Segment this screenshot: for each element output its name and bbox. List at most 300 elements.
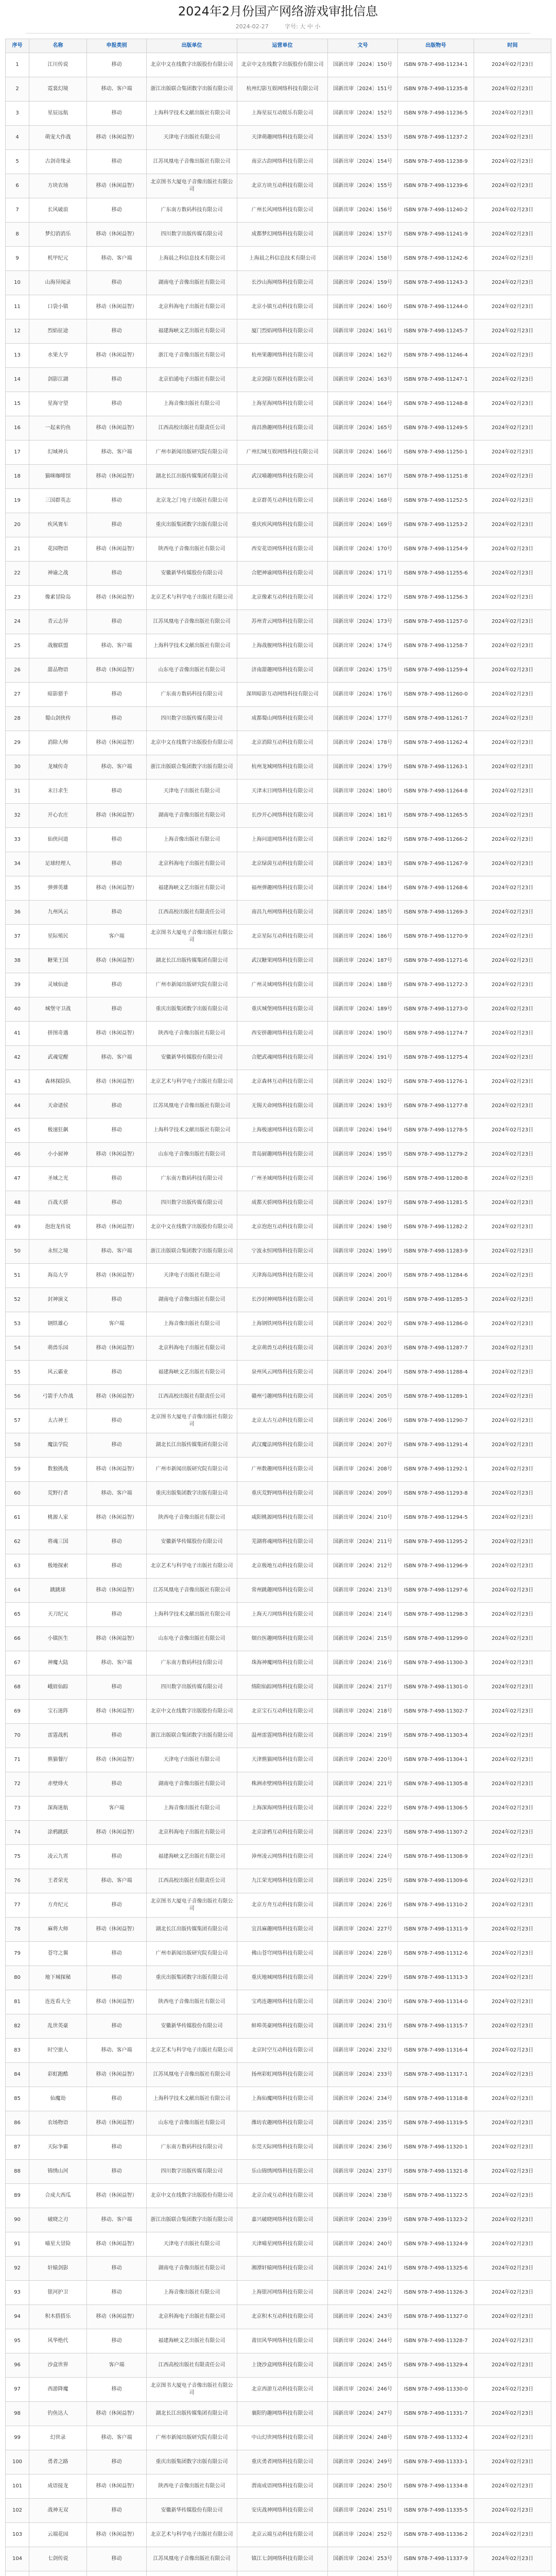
cell-isbn xyxy=(398,925,474,949)
cell-publisher xyxy=(147,1022,237,1046)
cell-date xyxy=(474,1118,551,1143)
table-row xyxy=(6,2523,551,2547)
table-row xyxy=(6,1966,551,1990)
cell-index-text: 4 xyxy=(15,134,19,140)
cell-isbn-text: ISBN 978-7-498-11258-7 xyxy=(404,643,468,649)
table-row xyxy=(6,779,551,804)
cell-category-text: 移动、客户端 xyxy=(101,2047,132,2053)
table-row xyxy=(6,1797,551,1821)
cell-category xyxy=(87,2208,147,2232)
cell-index xyxy=(6,1458,29,1482)
header-publisher: 出版单位 xyxy=(147,39,237,53)
cell-publisher-text: 浙江出版联合集团数字出版有限公司 xyxy=(150,2217,233,2223)
cell-date xyxy=(474,973,551,997)
cell-publisher-text: 福建海峡文艺出版社有限公司 xyxy=(158,885,225,891)
cell-category xyxy=(87,1336,147,1361)
cell-approval-no-text: 国新出审〔2024〕187号 xyxy=(333,958,392,963)
cell-name-text: 极速狂飙 xyxy=(47,1127,68,1133)
cell-operator-text: 上海仙魔网络科技有限公司 xyxy=(251,2096,314,2102)
cell-operator-text: 烟台医趣网络科技有限公司 xyxy=(251,1636,314,1641)
cell-category-text: 移动（休闲益智） xyxy=(96,546,137,552)
cell-date-text: 2024年02月23日 xyxy=(492,1321,533,1327)
cell-category xyxy=(87,392,147,416)
cell-approval-no-text: 国新出审〔2024〕250号 xyxy=(333,2483,392,2489)
cell-date xyxy=(474,1506,551,1530)
cell-date xyxy=(474,1797,551,1821)
cell-approval-no xyxy=(328,610,398,634)
cell-approval-no-text: 国新出审〔2024〕229号 xyxy=(333,1975,392,1980)
cell-approval-no-text: 国新出审〔2024〕197号 xyxy=(333,1200,392,1206)
cell-approval-no-text: 国新出审〔2024〕190号 xyxy=(333,1030,392,1036)
cell-date xyxy=(474,2353,551,2378)
font-size-switch[interactable]: 字号: 大 中 小 xyxy=(285,23,321,30)
cell-operator xyxy=(237,465,328,489)
cell-publisher xyxy=(147,2184,237,2208)
cell-index-text: 38 xyxy=(14,958,21,963)
cell-operator xyxy=(237,2257,328,2281)
cell-approval-no-text: 国新出审〔2024〕169号 xyxy=(333,522,392,528)
cell-date-text: 2024年02月23日 xyxy=(492,1297,533,1302)
cell-date xyxy=(474,1409,551,1433)
cell-isbn-text: ISBN 978-7-498-11312-6 xyxy=(404,1951,468,1956)
cell-operator-text: 广州数趣网络科技有限公司 xyxy=(251,1466,314,1472)
cell-date xyxy=(474,2378,551,2402)
cell-category xyxy=(87,876,147,901)
cell-name xyxy=(29,1724,87,1748)
cell-approval-no xyxy=(328,1554,398,1579)
cell-operator xyxy=(237,1240,328,1264)
cell-publisher xyxy=(147,2353,237,2378)
cell-index-text: 93 xyxy=(14,2290,21,2295)
cell-index xyxy=(6,2111,29,2136)
table-row xyxy=(6,319,551,344)
cell-isbn-text: ISBN 978-7-498-11272-3 xyxy=(404,982,468,988)
cell-name-text: 熊猫餐厅 xyxy=(47,1757,68,1762)
cell-publisher-text: 天津电子出版社有限公司 xyxy=(163,134,220,140)
cell-approval-no xyxy=(328,247,398,271)
cell-operator-text: 北京太古互动科技有限公司 xyxy=(251,1418,314,1423)
cell-operator-text: 北京涂鸦互动科技有限公司 xyxy=(251,1829,314,1835)
cell-category xyxy=(87,1022,147,1046)
cell-approval-no xyxy=(328,2450,398,2475)
cell-category-text: 移动（休闲益智） xyxy=(96,1030,137,1036)
cell-name xyxy=(29,2039,87,2063)
cell-category-text: 移动 xyxy=(111,1297,122,1302)
cell-operator xyxy=(237,2014,328,2039)
cell-category-text: 移动（休闲益智） xyxy=(96,231,137,237)
cell-operator xyxy=(237,804,328,828)
cell-name-text: 宝石迷阵 xyxy=(47,1708,68,1714)
cell-operator-text: 北京宝石互动科技有限公司 xyxy=(251,1708,314,1714)
cell-category xyxy=(87,562,147,586)
cell-operator xyxy=(237,828,328,852)
cell-index-text: 78 xyxy=(14,1926,21,1932)
cell-isbn xyxy=(398,876,474,901)
cell-date-text: 2024年02月23日 xyxy=(492,498,533,503)
cell-approval-no xyxy=(328,1506,398,1530)
cell-operator xyxy=(237,1845,328,1869)
cell-category-text: 移动（休闲益智） xyxy=(96,2241,137,2247)
cell-publisher xyxy=(147,1603,237,1627)
cell-name-text: 小镇医生 xyxy=(47,1636,68,1641)
cell-date-text: 2024年02月23日 xyxy=(492,1999,533,2005)
article-title: 2024年2月份国产网络游戏审批信息 xyxy=(178,4,378,19)
cell-name xyxy=(29,1288,87,1312)
cell-approval-no-text: 国新出审〔2024〕186号 xyxy=(333,934,392,939)
cell-name xyxy=(29,828,87,852)
cell-isbn-text: ISBN 978-7-498-11267-9 xyxy=(404,861,468,867)
cell-index-text: 20 xyxy=(14,522,21,528)
cell-name xyxy=(29,1046,87,1070)
cell-name xyxy=(29,1215,87,1240)
cell-publisher-text: 北京科海电子出版社有限公司 xyxy=(158,861,225,867)
cell-index xyxy=(6,1022,29,1046)
cell-index-text: 46 xyxy=(14,1151,21,1157)
cell-approval-no xyxy=(328,2547,398,2571)
cell-operator xyxy=(237,683,328,707)
cell-approval-no-text: 国新出审〔2024〕235号 xyxy=(333,2120,392,2126)
cell-approval-no-text: 国新出审〔2024〕163号 xyxy=(333,377,392,382)
cell-name xyxy=(29,2232,87,2257)
cell-operator xyxy=(237,2184,328,2208)
cell-approval-no-text: 国新出审〔2024〕166号 xyxy=(333,449,392,455)
cell-index xyxy=(6,2475,29,2499)
cell-date-text: 2024年02月23日 xyxy=(492,1587,533,1593)
cell-category xyxy=(87,537,147,562)
cell-isbn xyxy=(398,1191,474,1215)
cell-category xyxy=(87,1554,147,1579)
cell-operator-text: 天津熊猫网络科技有限公司 xyxy=(251,1757,314,1762)
cell-operator-text: 南京古韵网络科技有限公司 xyxy=(251,159,314,164)
cell-name xyxy=(29,368,87,392)
cell-publisher-text: 江苏凤凰电子音像出版社有限公司 xyxy=(153,1103,231,1109)
cell-category-text: 移动（休闲益智） xyxy=(96,2314,137,2319)
cell-index xyxy=(6,1046,29,1070)
cell-index-text: 58 xyxy=(14,1442,21,1448)
cell-index xyxy=(6,2232,29,2257)
table-row xyxy=(6,683,551,707)
table-row xyxy=(6,2571,551,2576)
cell-operator-text: 常州跳趣网络科技有限公司 xyxy=(251,1587,314,1593)
table-row xyxy=(6,1458,551,1482)
cell-publisher-text: 北京科海电子出版社有限公司 xyxy=(158,1829,225,1835)
cell-index-text: 11 xyxy=(14,304,21,310)
cell-category xyxy=(87,2450,147,2475)
cell-category-text: 移动（休闲益智） xyxy=(96,134,137,140)
cell-index xyxy=(6,2353,29,2378)
cell-operator-text: 潍坊农趣网络科技有限公司 xyxy=(251,2120,314,2126)
table-row xyxy=(6,1336,551,1361)
cell-name-text: 银河护卫 xyxy=(47,2290,68,2295)
cell-category xyxy=(87,295,147,319)
cell-date xyxy=(474,101,551,126)
cell-name-text: 森林探险队 xyxy=(45,1079,71,1084)
table-row xyxy=(6,973,551,997)
cell-approval-no xyxy=(328,1240,398,1264)
cell-approval-no xyxy=(328,1361,398,1385)
cell-publisher-text: 广州市新闻出版研究院有限公司 xyxy=(155,449,228,455)
cell-index xyxy=(6,2547,29,2571)
cell-name-text: 神谕之战 xyxy=(47,570,68,576)
cell-index-text: 85 xyxy=(14,2096,21,2102)
table-row xyxy=(6,247,551,271)
cell-index xyxy=(6,1603,29,1627)
cell-index xyxy=(6,2257,29,2281)
header-category: 申报类别 xyxy=(87,39,147,53)
cell-date-text: 2024年02月23日 xyxy=(492,522,533,528)
cell-approval-no-text: 国新出审〔2024〕181号 xyxy=(333,812,392,818)
cell-isbn-text: ISBN 978-7-498-11313-3 xyxy=(404,1975,468,1980)
cell-name xyxy=(29,1990,87,2014)
cell-index xyxy=(6,683,29,707)
cell-approval-no xyxy=(328,319,398,344)
cell-publisher xyxy=(147,392,237,416)
cell-category xyxy=(87,271,147,295)
cell-publisher-text: 北京科海电子出版社有限公司 xyxy=(158,304,225,310)
cell-isbn-text: ISBN 978-7-498-11280-8 xyxy=(404,1176,468,1181)
cell-operator-text: 上海天刀网络科技有限公司 xyxy=(251,1612,314,1617)
cell-date-text: 2024年02月23日 xyxy=(492,425,533,431)
cell-index-text: 30 xyxy=(14,764,21,770)
cell-date xyxy=(474,150,551,174)
cell-isbn xyxy=(398,683,474,707)
cell-isbn xyxy=(398,416,474,440)
table-row xyxy=(6,295,551,319)
table-row xyxy=(6,344,551,368)
cell-category-text: 移动 xyxy=(111,159,122,164)
cell-approval-no xyxy=(328,1579,398,1603)
cell-category xyxy=(87,2547,147,2571)
cell-operator-text: 天津喵星网络科技有限公司 xyxy=(251,2241,314,2247)
cell-date-text: 2024年02月23日 xyxy=(492,1926,533,1932)
table-row xyxy=(6,271,551,295)
cell-date-text: 2024年02月23日 xyxy=(492,473,533,479)
cell-approval-no xyxy=(328,973,398,997)
cell-date-text: 2024年02月23日 xyxy=(492,1636,533,1641)
cell-category xyxy=(87,53,147,77)
table-row xyxy=(6,1312,551,1336)
cell-isbn xyxy=(398,804,474,828)
cell-publisher-text: 北京伯通电子出版社有限公司 xyxy=(158,377,225,382)
cell-approval-no-text: 国新出审〔2024〕210号 xyxy=(333,1515,392,1520)
cell-name-text: 百战天骄 xyxy=(47,1200,68,1206)
cell-index xyxy=(6,440,29,465)
cell-name xyxy=(29,344,87,368)
cell-approval-no-text: 国新出审〔2024〕231号 xyxy=(333,2023,392,2029)
cell-isbn xyxy=(398,779,474,804)
cell-isbn xyxy=(398,1215,474,1240)
cell-publisher-text: 上海音像出版社有限公司 xyxy=(163,2290,220,2295)
cell-category-text: 移动 xyxy=(111,280,122,285)
cell-publisher xyxy=(147,319,237,344)
cell-name xyxy=(29,1361,87,1385)
cell-date-text: 2024年02月23日 xyxy=(492,1902,533,1908)
cell-name xyxy=(29,2208,87,2232)
cell-operator xyxy=(237,2111,328,2136)
cell-operator xyxy=(237,513,328,537)
cell-date-text: 2024年02月23日 xyxy=(492,2023,533,2029)
cell-operator-text: 成都蜀山网络科技有限公司 xyxy=(251,716,314,721)
cell-approval-no-text: 国新出审〔2024〕204号 xyxy=(333,1369,392,1375)
cell-publisher xyxy=(147,295,237,319)
cell-isbn-text: ISBN 978-7-498-11294-5 xyxy=(404,1515,468,1520)
table-row xyxy=(6,1990,551,2014)
cell-operator xyxy=(237,247,328,271)
cell-name-text: 云端花园 xyxy=(47,2532,68,2537)
cell-category-text: 移动 xyxy=(111,909,122,915)
cell-date xyxy=(474,198,551,223)
cell-operator-text: 湘潭轩辕网络科技有限公司 xyxy=(251,2265,314,2271)
cell-isbn xyxy=(398,2402,474,2426)
cell-approval-no-text: 国新出审〔2024〕237号 xyxy=(333,2168,392,2174)
cell-isbn xyxy=(398,1845,474,1869)
cell-publisher xyxy=(147,513,237,537)
cell-operator xyxy=(237,1700,328,1724)
header-index: 序号 xyxy=(6,39,29,53)
cell-index xyxy=(6,731,29,755)
cell-operator-text: 成都天骄网络科技有限公司 xyxy=(251,1200,314,1206)
table-row xyxy=(6,804,551,828)
table-row xyxy=(6,2184,551,2208)
cell-name-text: 破晓之刃 xyxy=(47,2217,68,2223)
cell-isbn xyxy=(398,1579,474,1603)
cell-publisher-text: 陕西电子音像出版社有限公司 xyxy=(158,1030,225,1036)
cell-index-text: 41 xyxy=(14,1030,21,1036)
cell-date-text: 2024年02月23日 xyxy=(492,1951,533,1956)
cell-index xyxy=(6,1506,29,1530)
cell-index-text: 69 xyxy=(14,1708,21,1714)
cell-name xyxy=(29,2523,87,2547)
cell-approval-no xyxy=(328,2523,398,2547)
cell-category-text: 移动 xyxy=(111,1200,122,1206)
cell-date xyxy=(474,440,551,465)
cell-category xyxy=(87,1772,147,1797)
cell-isbn-text: ISBN 978-7-498-11265-5 xyxy=(404,812,468,818)
cell-name xyxy=(29,150,87,174)
cell-operator-text: 重庆城堡网络科技有限公司 xyxy=(251,1006,314,1012)
cell-date xyxy=(474,126,551,150)
cell-isbn xyxy=(398,658,474,683)
cell-operator-text: 武汉糖果网络科技有限公司 xyxy=(251,958,314,963)
cell-publisher xyxy=(147,174,237,198)
cell-date xyxy=(474,2523,551,2547)
cell-category xyxy=(87,2378,147,2402)
cell-date xyxy=(474,1675,551,1700)
cell-category xyxy=(87,828,147,852)
cell-name-text: 七剑传说 xyxy=(47,2556,68,2562)
table-row xyxy=(6,1918,551,1942)
cell-date-text: 2024年02月23日 xyxy=(492,1612,533,1617)
cell-operator-text: 厦门烈焰网络科技有限公司 xyxy=(251,328,314,334)
cell-name-text: 甜品物语 xyxy=(47,667,68,673)
cell-operator-text: 莆田风华网络科技有限公司 xyxy=(251,2338,314,2344)
cell-name xyxy=(29,223,87,247)
cell-date xyxy=(474,2499,551,2523)
cell-category xyxy=(87,513,147,537)
cell-name xyxy=(29,683,87,707)
cell-date-text: 2024年02月23日 xyxy=(492,2314,533,2319)
cell-publisher-text: 北京图书大厦电子音像出版社有限公司 xyxy=(150,179,233,192)
cell-approval-no-text: 国新出审〔2024〕241号 xyxy=(333,2265,392,2271)
cell-category-text: 移动 xyxy=(111,1684,122,1690)
cell-isbn-text: ISBN 978-7-498-11302-7 xyxy=(404,1708,468,1714)
cell-category xyxy=(87,2499,147,2523)
cell-publisher-text: 福建海峡文艺出版社有限公司 xyxy=(158,328,225,334)
cell-approval-no-text: 国新出审〔2024〕196号 xyxy=(333,1176,392,1181)
cell-name xyxy=(29,2353,87,2378)
cell-operator-text: 苏州青云网络科技有限公司 xyxy=(251,619,314,624)
cell-operator-text: 北京西游互动科技有限公司 xyxy=(251,2386,314,2392)
cell-approval-no xyxy=(328,2475,398,2499)
cell-name-text: 九州风云 xyxy=(47,909,68,915)
cell-operator-text: 九江荣光网络科技有限公司 xyxy=(251,1878,314,1884)
cell-name xyxy=(29,1675,87,1700)
table-row xyxy=(6,1433,551,1458)
cell-date-text: 2024年02月23日 xyxy=(492,1660,533,1666)
cell-date xyxy=(474,2111,551,2136)
cell-isbn xyxy=(398,126,474,150)
cell-index xyxy=(6,2426,29,2450)
cell-index-text: 59 xyxy=(14,1466,21,1472)
cell-isbn-text: ISBN 978-7-498-11328-7 xyxy=(404,2338,468,2344)
cell-category-text: 移动（休闲益智） xyxy=(96,740,137,745)
cell-operator xyxy=(237,1821,328,1845)
cell-category xyxy=(87,1046,147,1070)
cell-approval-no-text: 国新出审〔2024〕185号 xyxy=(333,909,392,915)
cell-index-text: 10 xyxy=(14,280,21,285)
cell-isbn xyxy=(398,77,474,101)
cell-date-text: 2024年02月23日 xyxy=(492,1345,533,1351)
cell-category xyxy=(87,1191,147,1215)
cell-isbn-text: ISBN 978-7-498-11254-9 xyxy=(404,546,468,552)
cell-index-text: 68 xyxy=(14,1684,21,1690)
cell-approval-no-text: 国新出审〔2024〕179号 xyxy=(333,764,392,770)
cell-approval-no xyxy=(328,1748,398,1772)
cell-date xyxy=(474,562,551,586)
table-row xyxy=(6,1191,551,1215)
cell-category-text: 移动 xyxy=(111,2290,122,2295)
table-row xyxy=(6,2426,551,2450)
cell-isbn-text: ISBN 978-7-498-11326-3 xyxy=(404,2290,468,2295)
cell-publisher-text: 江西高校出版社有限责任公司 xyxy=(158,1394,225,1399)
cell-name-text: 拼图奇遇 xyxy=(47,1030,68,1036)
cell-approval-no xyxy=(328,2499,398,2523)
cell-index-text: 54 xyxy=(14,1345,21,1351)
cell-operator-text: 上海星海网络科技有限公司 xyxy=(251,401,314,406)
cell-isbn-text: ISBN 978-7-498-11301-0 xyxy=(404,1684,468,1690)
cell-date xyxy=(474,1724,551,1748)
cell-approval-no xyxy=(328,1288,398,1312)
cell-category xyxy=(87,1845,147,1869)
cell-category-text: 移动（休闲益智） xyxy=(96,885,137,891)
cell-category-text: 移动（休闲益智） xyxy=(96,352,137,358)
cell-category xyxy=(87,1264,147,1288)
cell-isbn xyxy=(398,2039,474,2063)
table-row xyxy=(6,198,551,223)
cell-operator xyxy=(237,997,328,1022)
cell-isbn-text: ISBN 978-7-498-11277-8 xyxy=(404,1103,468,1109)
cell-operator-text: 杭州龙城网络科技有限公司 xyxy=(251,764,314,770)
cell-name xyxy=(29,2547,87,2571)
cell-category-text: 移动 xyxy=(111,1127,122,1133)
cell-index xyxy=(6,489,29,513)
header-name: 名称 xyxy=(29,39,87,53)
cell-isbn-text: ISBN 978-7-498-11255-6 xyxy=(404,570,468,576)
cell-isbn xyxy=(398,2353,474,2378)
cell-name xyxy=(29,2063,87,2087)
cell-approval-no-text: 国新出审〔2024〕245号 xyxy=(333,2362,392,2368)
cell-isbn-text: ISBN 978-7-498-11285-3 xyxy=(404,1297,468,1302)
